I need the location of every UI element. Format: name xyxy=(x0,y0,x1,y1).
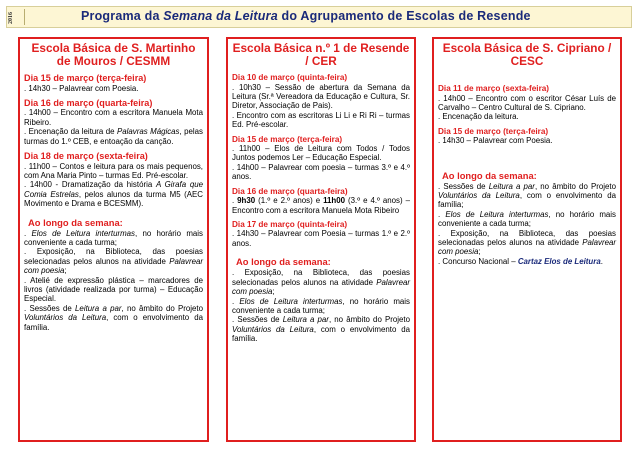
event-item xyxy=(438,257,616,266)
spacer xyxy=(438,146,616,162)
event-text: . xyxy=(232,296,240,306)
event-text: . xyxy=(438,209,446,219)
event-title-italic: Palavras Mágicas xyxy=(116,127,180,137)
event-title-italic: A Girafa que Comia Estrelas xyxy=(24,180,203,199)
event-item: . 14h30 – Palavrear com Poesia – turmas 1.º e 2.º anos. xyxy=(232,229,410,248)
event-item: . 14h00 – Palavrear com poesia – turmas 3.º e 4.º anos. xyxy=(232,162,410,182)
event-item xyxy=(24,247,203,275)
event-text: ; xyxy=(64,266,67,276)
event-text: . xyxy=(24,228,32,238)
event-item xyxy=(24,127,203,146)
day-heading: Dia 16 de março (quarta-feira) xyxy=(232,186,348,196)
event-time-bold: 9h30 xyxy=(237,196,256,206)
event-text: , no âmbito do Projeto xyxy=(534,181,616,191)
event-text: , com o envolvimento da família. xyxy=(24,313,203,332)
event-item xyxy=(232,297,410,316)
event-text: . Concurso Nacional – xyxy=(438,256,518,266)
event-text: , no âmbito do Projeto xyxy=(121,303,204,313)
event-text: , com o envolvimento da família; xyxy=(438,191,616,210)
event-title-italic: Palavrear com poesia xyxy=(24,256,203,276)
day-heading: Dia 16 de março (quarta-feira) xyxy=(24,97,153,108)
event-item xyxy=(24,180,203,208)
event-text: . Sessões de xyxy=(232,315,283,325)
year-label: 2016 xyxy=(8,12,14,24)
event-item: . Encenação da leitura. xyxy=(438,112,519,122)
day-heading: Dia 10 de março (quinta-feira) xyxy=(232,73,348,82)
event-text: , no horário mais conveniente a cada turma; xyxy=(438,209,616,229)
event-item xyxy=(438,229,616,257)
school-title: Escola Básica de S. Cipriano / CESC xyxy=(442,41,612,68)
header-divider xyxy=(24,9,25,25)
school-column-cer xyxy=(226,37,416,442)
event-text: , pelas turmas do 1.º CEB, e entoação da canção. xyxy=(24,127,204,146)
school-column-cesc xyxy=(432,37,622,442)
contest-title: Cartaz Elos de Leitura xyxy=(517,256,601,266)
title-emphasis: Semana da Leitura xyxy=(163,9,278,23)
event-item: . 11h00 – Elos de Leitura com Todos / Todos Juntos podemos Ler – Educação Especial. xyxy=(232,144,410,163)
page-header xyxy=(6,6,632,28)
event-title-italic: Leitura a par xyxy=(488,181,535,191)
event-text: , no horário mais conveniente a cada turma; xyxy=(232,296,410,315)
event-text: . Sessões de xyxy=(24,303,76,313)
day-heading: Dia 15 de março (terça-feira) xyxy=(24,73,147,83)
event-time-bold: 11h00 xyxy=(323,196,346,206)
event-item: . 14h30 – Palavrear com Poesia. xyxy=(24,83,139,93)
event-item: . 11h00 – Contos e leitura para os mais pequenos, com Ana Maria Pinto – turmas Ed. Pré-escolar. xyxy=(24,161,203,180)
event-text: ; xyxy=(272,287,275,297)
day-heading: Dia 17 de março (quinta-feira) xyxy=(232,219,348,229)
title-suffix: do Agrupamento de Escolas de Resende xyxy=(277,9,531,23)
school-title: Escola Básica n.º 1 de Resende / CER xyxy=(232,41,410,68)
event-title-italic: Leitura a par xyxy=(282,315,329,325)
event-title-italic: Elos de Leitura interturmas xyxy=(239,296,343,306)
event-item xyxy=(232,315,410,343)
section-heading: Ao longo da semana: xyxy=(28,216,123,228)
event-text: . xyxy=(600,256,603,266)
event-text: . Exposição, na Biblioteca, das poesias selecionadas pelos alunos na atividade xyxy=(232,268,410,287)
event-text: , no âmbito do Projeto xyxy=(328,315,410,325)
event-text: ; xyxy=(478,247,481,257)
section-heading: Ao longo da semana: xyxy=(442,169,537,181)
event-text: . 14h00 - Dramatização da história xyxy=(24,180,156,190)
title-prefix: Programa da xyxy=(81,9,164,23)
event-text: (1.º e 2.º anos) e xyxy=(255,196,324,206)
event-item xyxy=(232,268,410,296)
event-title-italic: Palavrear com poesia xyxy=(232,277,410,297)
event-item xyxy=(24,304,203,332)
event-title-italic: Elos de Leitura interturmas xyxy=(31,228,135,238)
event-item xyxy=(24,229,203,248)
day-heading: Dia 15 de março (terça-feira) xyxy=(232,134,343,144)
school-column-cesmm xyxy=(18,37,209,442)
school-title: Escola Básica de S. Martinho de Mouros / CESMM xyxy=(31,41,196,68)
event-text: , com o envolvimento da família. xyxy=(232,324,410,344)
event-item: . 10h30 – Sessão de abertura da Semana da Leitura (Sr.ª Vereadora da Educação e Cultura, Sr. Diretor, Associação de Pais). xyxy=(232,82,410,111)
event-text: . Encenação da leitura de xyxy=(24,127,117,137)
day-heading: Dia 18 de março (sexta-feira) xyxy=(24,151,148,162)
event-item: . 14h00 – Encontro com a escritora Manuela Mota Ribeiro. xyxy=(24,108,203,127)
event-item xyxy=(438,210,616,229)
event-text: . Exposição, na Biblioteca, das poesias selecionadas pelos alunos na atividade xyxy=(438,228,616,248)
event-text: (3.º e 4.º anos) – Encontro com a escritora Manuela Mota Ribeiro xyxy=(232,196,410,215)
event-text: . Sessões de xyxy=(438,181,489,191)
event-text: . xyxy=(232,196,238,206)
event-title-italic: Voluntários da Leitura xyxy=(24,313,107,323)
event-item xyxy=(438,182,616,210)
event-text: . Exposição, na Biblioteca, das poesias selecionadas pelos alunos na atividade xyxy=(24,247,203,266)
day-heading: Dia 11 de março (sexta-feira) xyxy=(438,84,550,93)
spacer xyxy=(438,71,616,79)
event-text: , pelos alunos da turma M5 (AEC Movimento e Drama e BCESMM). xyxy=(24,189,203,209)
event-item: . Atelié de expressão plástica – marcadores de livros (atividade realizada por turma) – Educação Especial. xyxy=(24,275,203,304)
event-title-italic: Palavrear com poesia xyxy=(438,238,616,257)
event-item: . 14h00 – Encontro com o escritor César Luís de Carvalho – Centro Cultural de S. Cipriano. xyxy=(438,93,616,112)
section-heading: Ao longo da semana: xyxy=(236,256,331,268)
event-title-italic: Leitura a par xyxy=(75,303,122,313)
event-item: . 14h30 – Palavrear com Poesia. xyxy=(438,136,553,146)
event-item xyxy=(232,196,410,215)
event-text: , no horário mais conveniente a cada turma; xyxy=(24,228,203,247)
event-title-italic: Voluntários da Leitura xyxy=(232,324,314,334)
event-title-italic: Voluntários da Leitura xyxy=(438,191,520,201)
page-title xyxy=(81,9,531,23)
event-item: . Encontro com as escritoras Li Li e Ri Ri – turmas Ed. Pré-escolar. xyxy=(232,110,410,130)
day-heading: Dia 15 de março (terça-feira) xyxy=(438,126,549,136)
event-title-italic: Elos de Leitura interturmas xyxy=(445,209,549,219)
